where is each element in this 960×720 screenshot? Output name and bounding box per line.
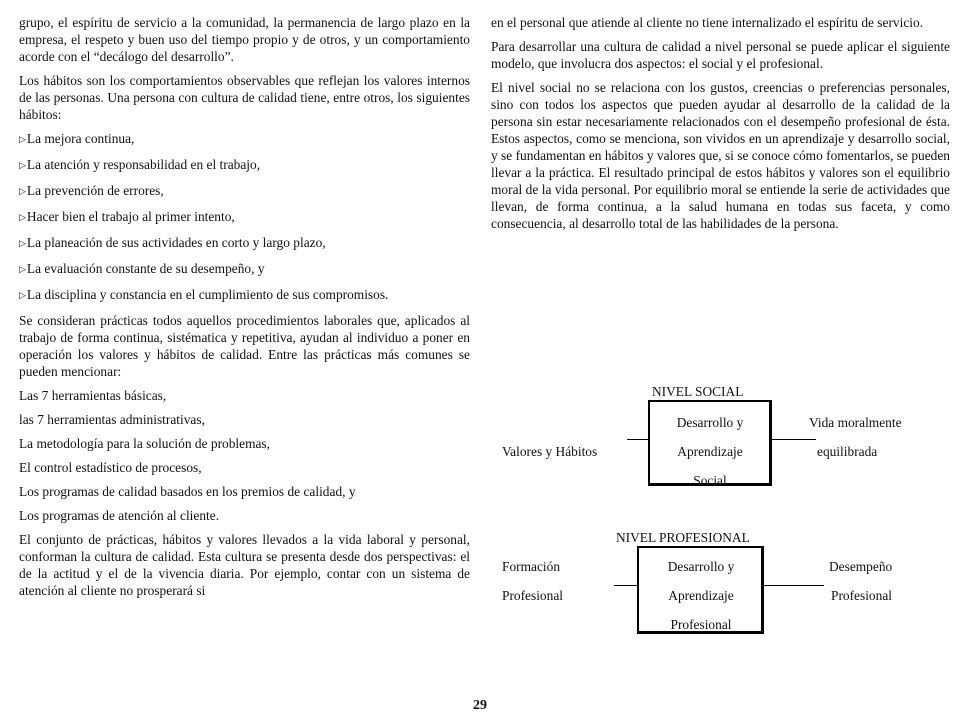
- paragraph: El conjunto de prácticas, hábitos y valores llevados a la vida laboral y personal, conforman la cultura de calidad. Esta cultura se presenta desde dos perspectivas: el de la actitud y el de la vivencia diaria. Por ejemplo, contar con un sistema de atención al cliente no prosperará si: [19, 532, 470, 598]
- box-line: Aprendizaje: [668, 588, 734, 603]
- practice-item: las 7 herramientas administrativas,: [19, 412, 205, 427]
- habit-item: ▷La atención y responsabilidad en el trabajo,: [19, 157, 261, 172]
- practice-item: Los programas de calidad basados en los premios de calidad, y: [19, 484, 356, 499]
- practice-item: La metodología para la solución de problemas,: [19, 436, 270, 451]
- practice-item: Las 7 herramientas básicas,: [19, 388, 167, 403]
- triangle-bullet-icon: ▷: [19, 238, 26, 248]
- habit-item: ▷La disciplina y constancia en el cumplimiento de sus compromisos.: [19, 287, 389, 302]
- triangle-bullet-icon: ▷: [19, 264, 26, 274]
- box-line: Social: [693, 473, 727, 488]
- habit-item: ▷La evaluación constante de su desempeño, y: [19, 261, 265, 276]
- triangle-bullet-icon: ▷: [19, 160, 26, 170]
- output-line: equilibrada: [817, 444, 878, 459]
- input-line: Formación: [502, 559, 561, 574]
- triangle-bullet-icon: ▷: [19, 186, 26, 196]
- triangle-bullet-icon: ▷: [19, 290, 26, 300]
- habit-item: ▷La planeación de sus actividades en corto y largo plazo,: [19, 235, 326, 250]
- triangle-bullet-icon: ▷: [19, 134, 26, 144]
- paragraph: Para desarrollar una cultura de calidad a nivel personal se puede aplicar el siguiente modelo, que involucra dos aspectos: el social y el profesional.: [491, 39, 950, 71]
- practice-item: Los programas de atención al cliente.: [19, 508, 220, 523]
- input-label: Valores y Hábitos: [502, 444, 598, 459]
- triangle-bullet-icon: ▷: [19, 212, 26, 222]
- paragraph: grupo, el espíritu de servicio a la comunidad, la permanencia de largo plazo en la empresa, el respeto y buen uso del tiempo propio y de otros, y un comportamiento acorde con el “decálogo del desarrollo”.: [19, 15, 470, 64]
- paragraph: Los hábitos son los comportamientos observables que reflejan los valores internos de las personas. Una persona con cultura de calidad tiene, entre otros, los siguientes hábitos:: [19, 73, 470, 122]
- left-column: [19, 14, 470, 606]
- paragraph: Se consideran prácticas todos aquellos procedimientos laborales que, aplicados al trabajo de forma continua, sistématica y repetitiva, ayudan al individuo a poner en operación los valores y hábitos de calidad. Entre las prácticas más comunes se pueden mencionar:: [19, 313, 470, 379]
- diagram-title: NIVEL SOCIAL: [652, 384, 744, 399]
- output-connector: [764, 585, 824, 586]
- output-line: Desempeño: [829, 559, 893, 574]
- practice-item: El control estadístico de procesos,: [19, 460, 202, 475]
- paragraph: El nivel social no se relaciona con los gustos, creencias o preferencias personales, sino con todos los aspectos que pueden ayudar al desarrollo de la calidad de la persona sin estar necesariamente relacionados con el desempeño profesional de ésta. Estos aspectos, como se menciona, son vividos en un aprendizaje y desarrollo social, y se fundamentan en hábitos y valores que, si se conoce cómo fomentarlos, se pueden llevar a la práctica. El resultado principal de estos hábitos y valores son el equilibrio moral de la vida personal. Por equilibrio moral se entiende la serie de actividades que llevan, de forma continua, a la salud humana en todas sus faceta, y como consecuencia, al desarrollo total de las habilidades de la persona.: [491, 80, 950, 231]
- right-column: [491, 14, 950, 239]
- box-line: Aprendizaje: [677, 444, 743, 459]
- input-line: Profesional: [502, 588, 563, 603]
- diagram-title: NIVEL PROFESIONAL: [616, 530, 750, 545]
- input-connector: [614, 585, 637, 586]
- paragraph: en el personal que atiende al cliente no tiene internalizado el espíritu de servicio.: [491, 15, 924, 30]
- habit-item: ▷La prevención de errores,: [19, 183, 164, 198]
- input-connector: [627, 439, 648, 440]
- box-line: Profesional: [670, 617, 732, 632]
- box-line: Desarrollo y: [676, 415, 744, 430]
- box-line: Desarrollo y: [667, 559, 735, 574]
- output-line: Vida moralmente: [809, 415, 902, 430]
- output-line: Profesional: [831, 588, 892, 603]
- habit-item: ▷Hacer bien el trabajo al primer intento,: [19, 209, 235, 224]
- output-connector: [772, 439, 816, 440]
- habit-item: ▷La mejora continua,: [19, 131, 135, 146]
- page-number: 29: [473, 698, 487, 713]
